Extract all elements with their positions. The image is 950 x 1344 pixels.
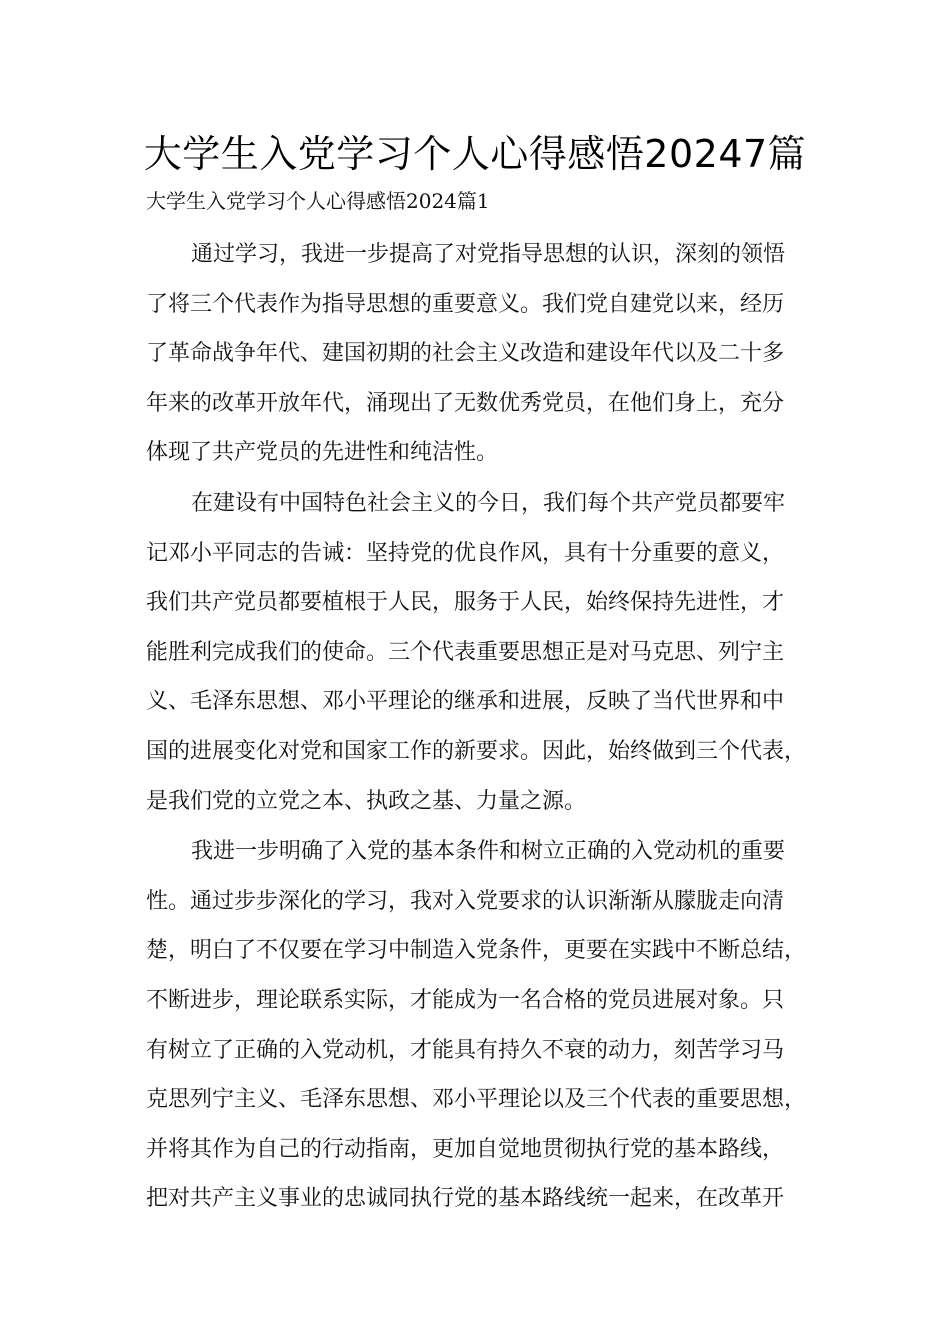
document-title: 大学生入党学习个人心得感悟20247篇 <box>143 132 807 176</box>
paragraph-line: 年来的改革开放年代，涌现出了无数优秀党员，在他们身上，充分 <box>146 390 785 416</box>
paragraph-1 <box>146 230 826 478</box>
paragraph-line: 能胜利完成我们的使命。三个代表重要思想正是对马克思、列宁主 <box>146 639 785 665</box>
paragraph-line: 国的进展变化对党和国家工作的新要求。因此，始终做到三个代表， <box>146 738 807 764</box>
paragraph-line: 并将其作为自己的行动指南，更加自觉地贯彻执行党的基本路线， <box>146 1136 785 1162</box>
section-heading: 大学生入党学习个人心得感悟2024篇1 <box>146 189 490 213</box>
paragraph-line: 我进一步明确了入党的基本条件和树立正确的入党动机的重要 <box>191 839 786 865</box>
paragraph-line: 克思列宁主义、毛泽东思想、邓小平理论以及三个代表的重要思想， <box>146 1087 807 1113</box>
paragraph-line: 通过学习，我进一步提高了对党指导思想的认识，深刻的领悟 <box>191 242 786 267</box>
document-body <box>146 230 826 1225</box>
paragraph-line: 记邓小平同志的告诫：坚持党的优良作风，具有十分重要的意义， <box>146 540 785 566</box>
paragraph-2 <box>146 479 826 826</box>
paragraph-line: 不断进步，理论联系实际，才能成为一名合格的党员进展对象。只 <box>146 987 785 1013</box>
paragraph-line: 有树立了正确的入党动机，才能具有持久不衰的动力，刻苦学习马 <box>146 1037 785 1063</box>
paragraph-line: 性。通过步步深化的学习，我对入党要求的认识渐渐从朦胧走向清 <box>146 888 785 914</box>
paragraph-line: 楚，明白了不仅要在学习中制造入党条件，更要在实践中不断总结， <box>146 938 807 964</box>
paragraph-line: 我们共产党员都要植根于人民，服务于人民，始终保持先进性，才 <box>146 590 785 616</box>
paragraph-line: 体现了共产党员的先进性和纯洁性。 <box>146 440 499 466</box>
paragraph-line: 义、毛泽东思想、邓小平理论的继承和进展，反映了当代世界和中 <box>146 689 785 715</box>
paragraph-line: 了革命战争年代、建国初期的社会主义改造和建设年代以及二十多 <box>146 341 785 367</box>
paragraph-line: 是我们党的立党之本、执政之基、力量之源。 <box>146 788 587 814</box>
paragraph-line: 了将三个代表作为指导思想的重要意义。我们党自建党以来，经历 <box>146 291 785 317</box>
paragraph-line: 在建设有中国特色社会主义的今日，我们每个共产党员都要牢 <box>191 490 786 516</box>
paragraph-3 <box>146 827 826 1224</box>
paragraph-line: 把对共产主义事业的忠诚同执行党的基本路线统一起来，在改革开 <box>146 1186 785 1212</box>
